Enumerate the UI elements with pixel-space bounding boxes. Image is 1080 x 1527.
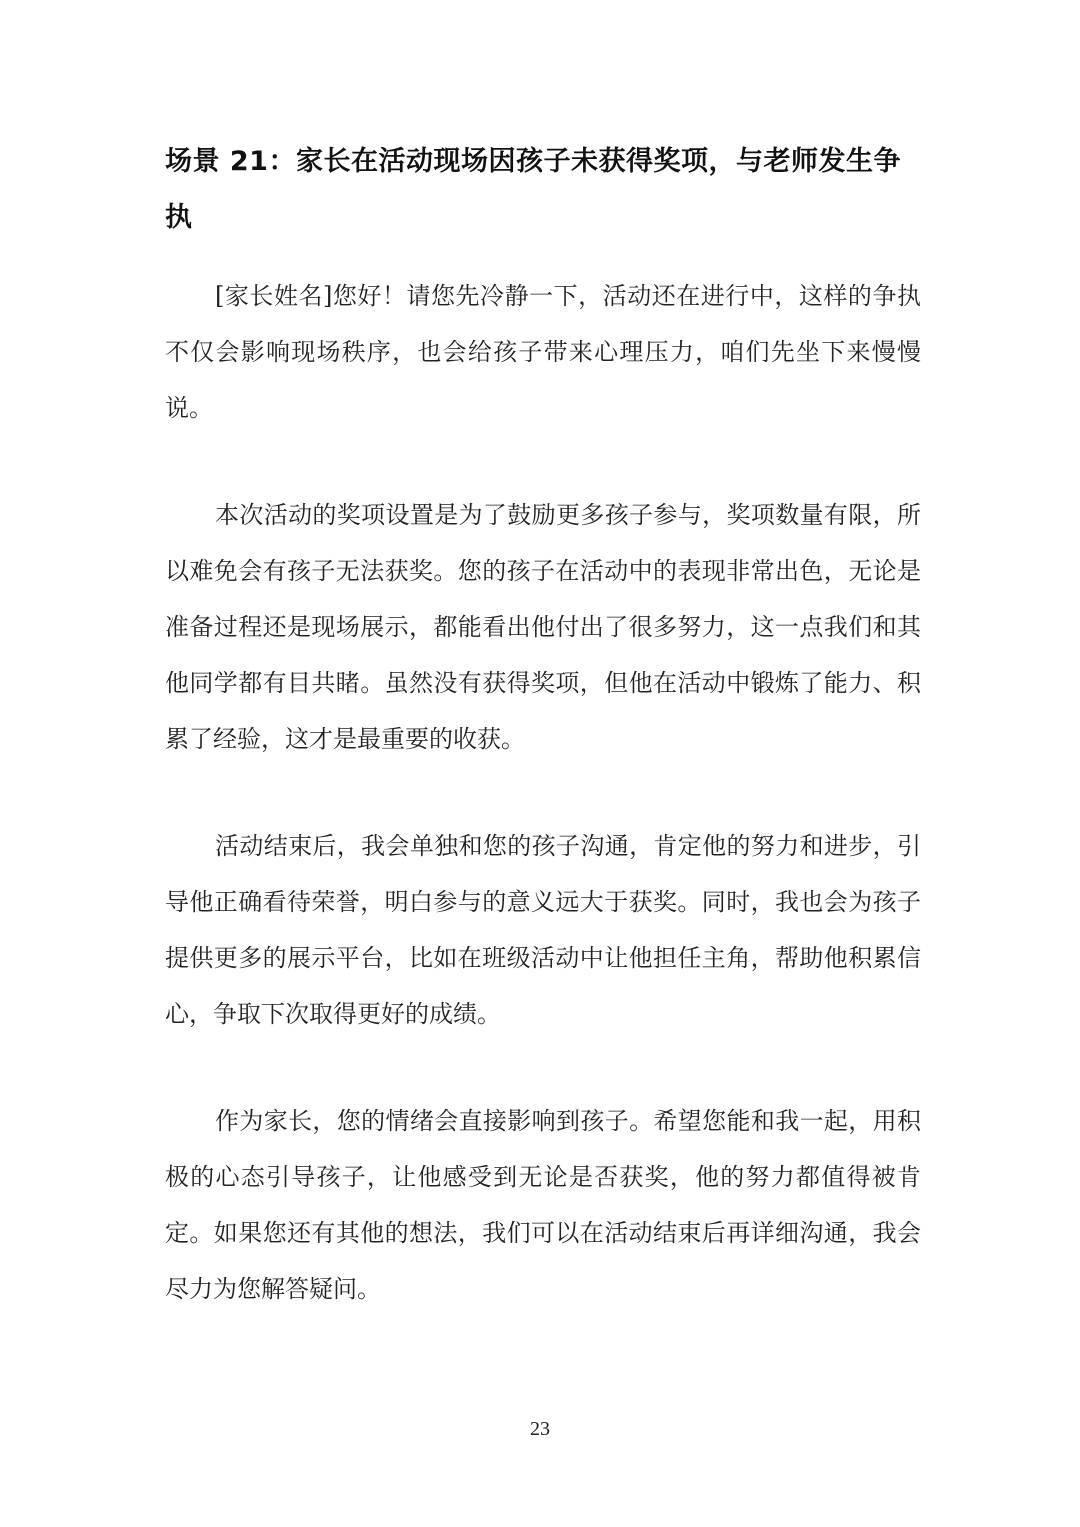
document-body [165, 134, 921, 1317]
page-number: 23 [530, 1418, 550, 1440]
paragraph-follow-up: 活动结束后，我会单独和您的孩子沟通，肯定他的努力和进步，引导他正确看待荣誉，明白参与的意义远大于获奖。同时，我也会为孩子提供更多的展示平台，比如在班级活动中让他担任主角，帮助他积累信心，争取下次取得更好的成绩。 [165, 832, 921, 1028]
paragraph-greeting: [家长姓名]您好！请您先冷静一下，活动还在进行中，这样的争执不仅会影响现场秩序，也会给孩子带来心理压力，咱们先坐下来慢慢说。 [165, 282, 921, 422]
paragraph-closing: 作为家长，您的情绪会直接影响到孩子。希望您能和我一起，用积极的心态引导孩子，让他感受到无论是否获奖，他的努力都值得被肯定。如果您还有其他的想法，我们可以在活动结束后再详细沟通，我会尽力为您解答疑问。 [165, 1107, 921, 1303]
scene-heading: 场景 21：家长在活动现场因孩子未获得奖项，与老师发生争执 [165, 146, 901, 233]
paragraph-award-explanation: 本次活动的奖项设置是为了鼓励更多孩子参与，奖项数量有限，所以难免会有孩子无法获奖。您的孩子在活动中的表现非常出色，无论是准备过程还是现场展示，都能看出他付出了很多努力，这一点我们和其他同学都有目共睹。虽然没有获得奖项，但他在活动中锻炼了能力、积累了经验，这才是最重要的收获。 [165, 501, 921, 753]
